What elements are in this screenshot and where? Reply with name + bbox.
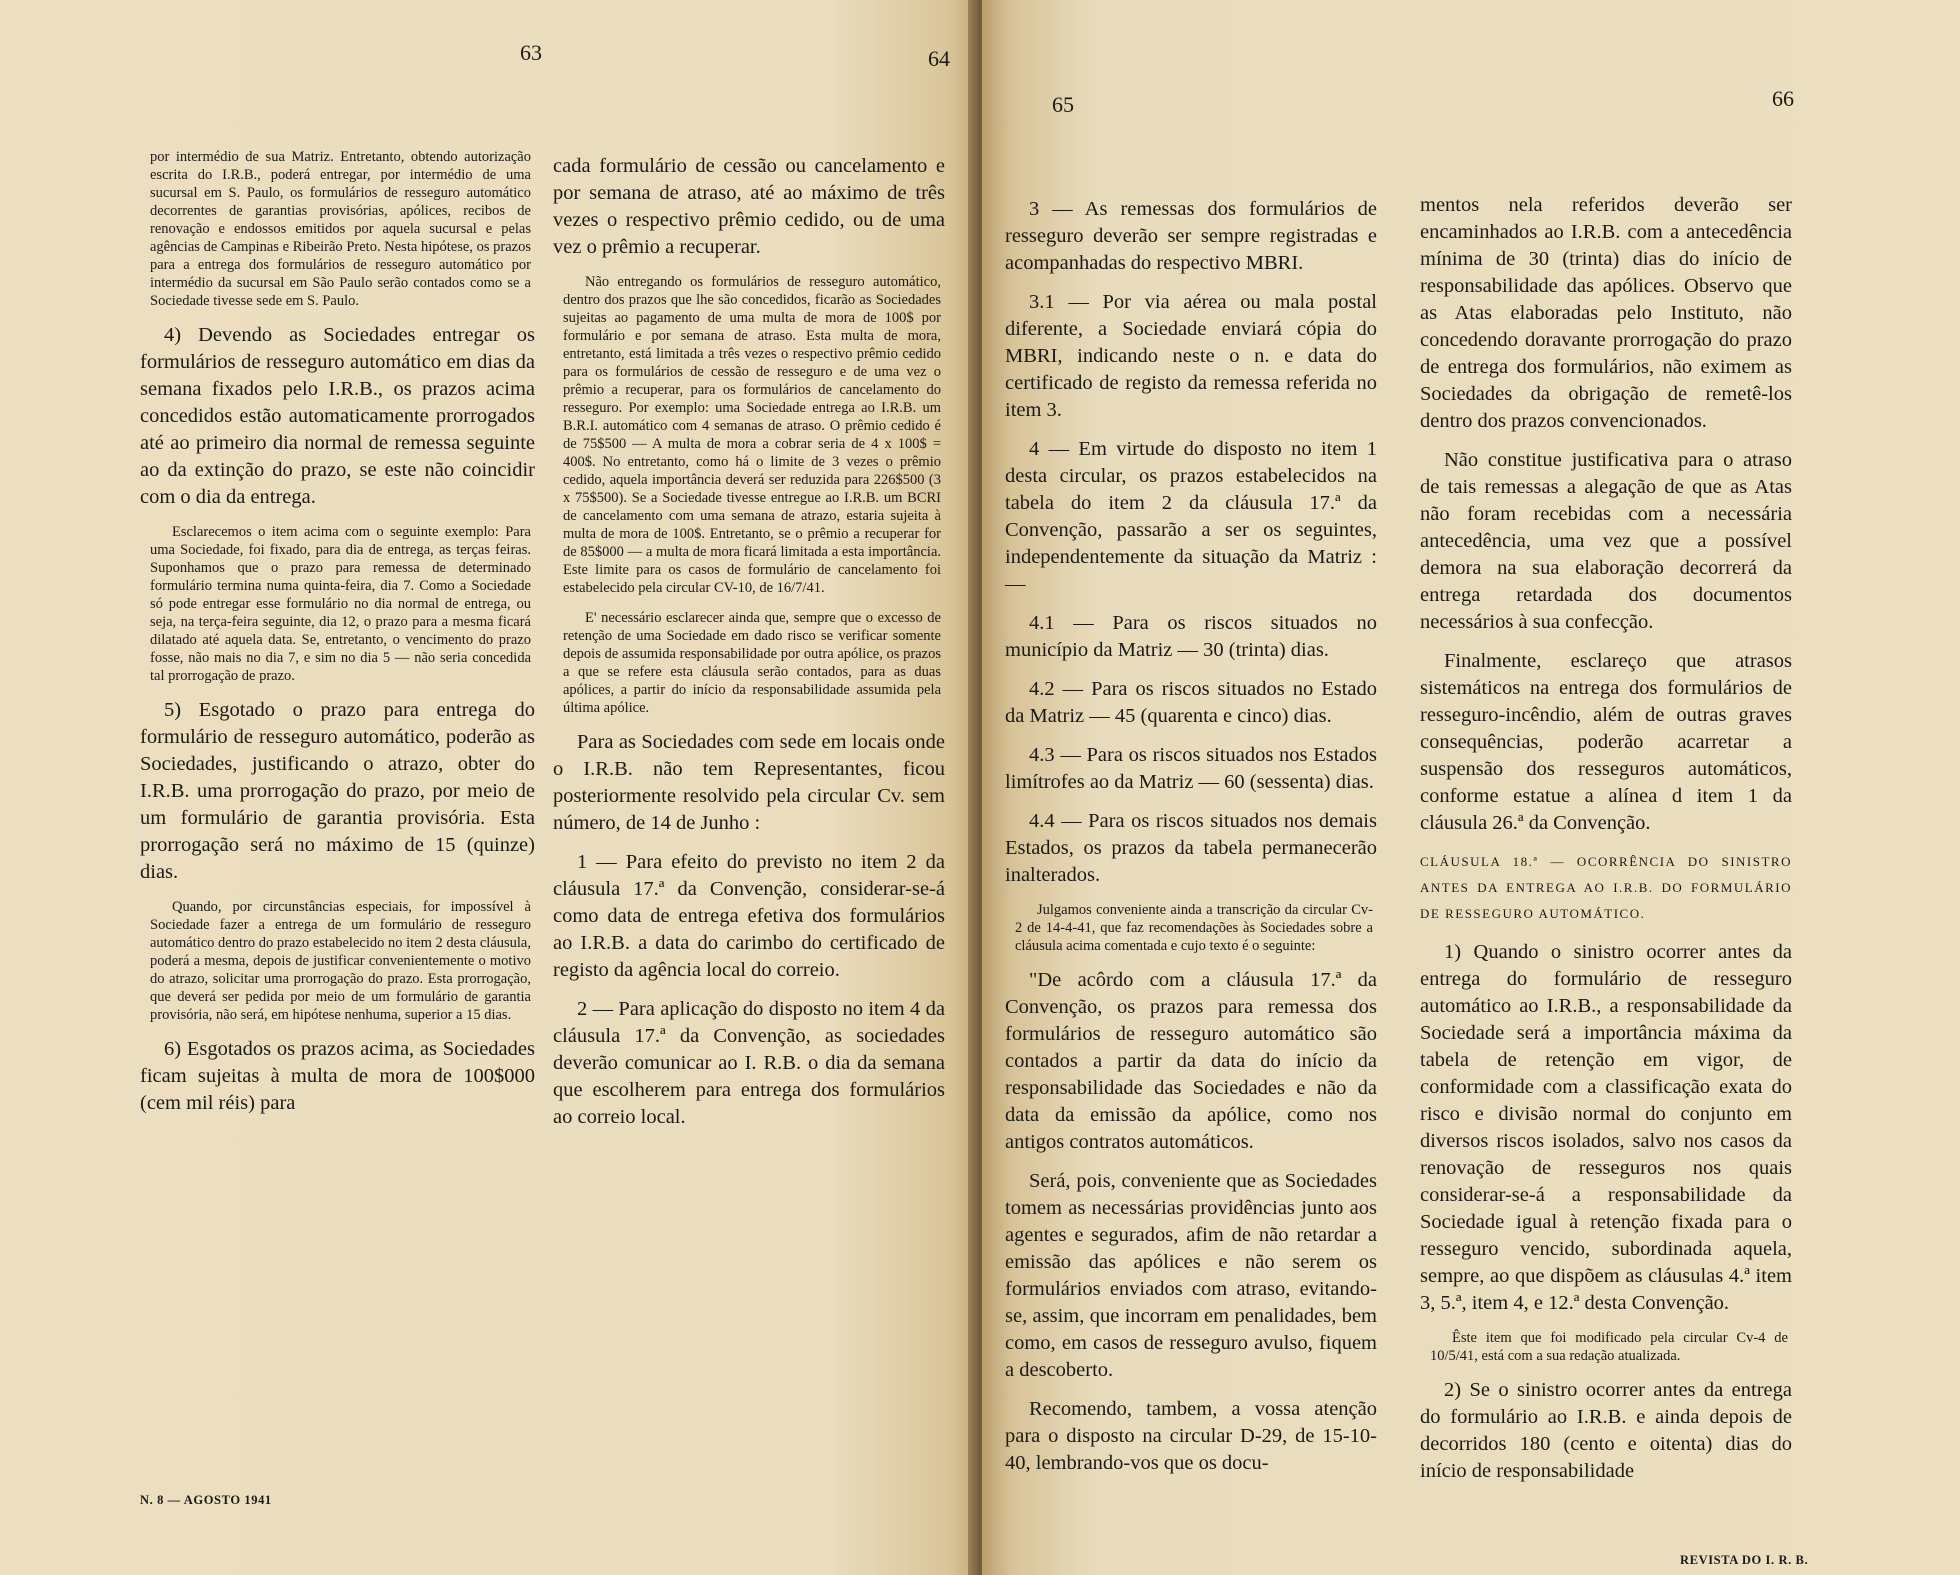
paragraph: Para as Sociedades com sede em locais onde o I.R.B. não tem Representantes, ficou posteriormente resolvido pela circular Cv. sem número, de 14 de Junho : [553,731,945,834]
paragraph: 5) Esgotado o prazo para entrega do formulário de resseguro automático, poderão as Sociedades, justificando o atrazo, obter do I.R.B. uma prorrogação do prazo, por meio de um formulário de garantia provisória. Esta prorrogação será no máximo de 15 (quinze) dias. [140,699,535,883]
paragraph: Não constitue justificativa para o atraso de tais remessas a alegação de que as Atas não foram recebidas com a necessária antecedência, uma vez que a possível demora na sua elaboração decorrerá da entrega retardada dos documentos necessários à sua confecção. [1420,449,1792,633]
column-3 [1005,196,1377,1489]
column-2 [553,153,945,1143]
paragraph: Quando, por circunstâncias especiais, for impossível à Sociedade fazer a entrega de um formulário de resseguro automático dentro do prazo estabelecido no item 2 desta cláusula, poderá a mesma, depois de justificar convenientemente o motivo do atrazo, solicitar uma prorrogação do prazo. Esta prorrogação, que deverá ser pedida por meio de um formulário de garantia provisória, não será, em hipótese nenhuma, superior a 15 dias. [150,899,531,1023]
page-number-63: 63 [520,40,542,65]
paragraph: 2 — Para aplicação do disposto no item 4 da cláusula 17.ª da Convenção, as sociedades deverão comunicar ao I. R.B. o dia da semana que escolherem para entrega dos formulários ao correio local. [553,998,945,1128]
paragraph: 4.4 — Para os riscos situados nos demais Estados, os prazos da tabela permanecerão inalterados. [1005,810,1377,886]
paragraph: 4 — Em virtude do disposto no item 1 desta circular, os prazos estabelecidos na tabela do item 2 da cláusula 17.ª da Convenção, passarão a ser os seguintes, independentemente da situação da Matriz : — [1005,438,1377,595]
paragraph: por intermédio de sua Matriz. Entretanto, obtendo autorização escrita do I.R.B., poderá entregar, por intermédio de uma sucursal em S. Paulo, os formulários de resseguro automático decorrentes de garantias provisórias, apólices, recibos de renovação e endossos emitidos por aquela sucursal e pelas agências de Campinas e Ribeirão Preto. Nesta hipótese, os prazos para a entrega dos formulários de resseguro automático por intermédio da sucursal em São Paulo serão contados como se a Sociedade tivesse sede em S. Paulo. [150,149,531,309]
paragraph: Finalmente, esclareço que atrasos sistemáticos na entrega dos formulários de resseguro-incêndio, além de outras graves consequências, poderão acarretar a suspensão dos resseguros automáticos, conforme estatue a alínea d item 1 da cláusula 26.ª da Convenção. [1420,650,1792,834]
paragraph: 4.1 — Para os riscos situados no município da Matriz — 30 (trinta) dias. [1005,612,1377,661]
paragraph: 6) Esgotados os prazos acima, as Sociedades ficam sujeitas à multa de mora de 100$000 (cem mil réis) para [140,1038,535,1114]
right-page [982,0,1960,1575]
left-page [0,0,978,1575]
paragraph: Não entregando os formulários de resseguro automático, dentro dos prazos que lhe são concedidos, ficarão as Sociedades sujeitas ao pagamento de uma multa de mora de 100$ por formulário e por semana de atraso. Esta multa de mora, entretanto, está limitada a três vezes o respectivo prêmio cedido para os formulários de cessão de resseguro e de uma vez o prêmio a recuperar, para os formulários de cancelamento do resseguro. Por exemplo: uma Sociedade entrega ao I.R.B. um B.R.I. automático com 4 semanas de atraso. O prêmio cedido é de 75$500 — A multa de mora a cobrar seria de 4 x 100$ = 400$. No entretanto, como há o limite de 3 vezes o prêmio cedido, aquela importância deverá ser reduzida para 226$500 (3 x 75$500). Se a Sociedade tivesse entregue ao I.R.B. um BCRI de cancelamento com uma semana de atrazo, estaria sujeita à multa de mora de 100$. Entretanto, se o prêmio a recuperar for de 85$000 — a multa de mora ficará limitada a esta importância. Este limite para os casos de formulário de cancelamento foi estabelecido pela circular CV-10, de 16/7/41. [563,274,941,596]
column-1 [140,148,535,1129]
paragraph: Julgamos conveniente ainda a transcrição da circular Cv-2 de 14-4-41, que faz recomendações às Sociedades sobre a cláusula acima comentada e cujo texto é o seguinte: [1015,902,1373,954]
paragraph: 1) Quando o sinistro ocorrer antes da entrega do formulário de resseguro automático ao I.R.B., a responsabilidade da Sociedade será a importância máxima da tabela de retenção em vigor, de conformidade com a classificação exata do risco e divisão normal do conjunto em diversos riscos isolados, salvo nos casos da renovação de resseguros nos quais considerar-se-á a responsabilidade da Sociedade igual à retenção fixada para o resseguro vencido, subordinada aquela, sempre, ao que dispõem as cláusulas 4.ª item 3, 5.ª, item 4, e 12.ª desta Convenção. [1420,941,1792,1314]
paragraph: Será, pois, conveniente que as Sociedades tomem as necessárias providências junto aos agentes e segurados, afim de não retardar a emissão das apólices e não serem os formulários enviados com atraso, evitando-se, assim, que incorram em penalidades, bem como, em casos de resseguro avulso, fiquem a descoberto. [1005,1170,1377,1381]
paragraph: E' necessário esclarecer ainda que, sempre que o excesso de retenção de uma Sociedade em dado risco se verificar somente depois de assumida responsabilidade por outra apólice, os prazos a que se refere esta cláusula serão contados, para as duas apólices, a partir do início da responsabilidade assumida pela última apólice. [563,610,941,716]
paragraph: mentos nela referidos deverão ser encaminhados ao I.R.B. com a antecedência mínima de 30 (trinta) dias do início de responsabilidade das apólices. Observo que as Atas elaboradas pelo Instituto, não concedendo doravante prorrogação do prazo de entrega dos formulários, não eximem as Sociedades da obrigação de remetê-los dentro dos prazos convencionados. [1420,194,1792,432]
page-number-65: 65 [1052,92,1074,117]
paragraph: 4) Devendo as Sociedades entregar os formulários de resseguro automático em dias da semana fixados pelo I.R.B., os prazos acima concedidos estão automaticamente prorrogados até ao primeiro dia normal de remessa seguinte ao da extinção do prazo, se este não coincidir com o dia da entrega. [140,324,535,508]
paragraph: 1 — Para efeito do previsto no item 2 da cláusula 17.ª da Convenção, considerar-se-á como data de entrega efetiva dos formulários ao I.R.B. a data do carimbo do certificado de registo da agência local do correio. [553,851,945,981]
paragraph: cada formulário de cessão ou cancelamento e por semana de atraso, até ao máximo de três vezes o respectivo prêmio cedido, ou de uma vez o prêmio a recuperar. [553,155,945,258]
paragraph: Êste item que foi modificado pela circular Cv-4 de 10/5/41, está com a sua redação atualizada. [1430,1330,1788,1364]
clause-heading: CLÁUSULA 18.ª — OCORRÊNCIA DO SINISTRO ANTES DA ENTREGA AO I.R.B. DO FORMULÁRIO DE RESSEGURO AUTOMÁTICO. [1420,854,1792,921]
paragraph: Recomendo, tambem, a vossa atenção para o disposto na circular D-29, de 15-10-40, lembrando-vos que os docu- [1005,1398,1377,1474]
page-number-64: 64 [928,46,950,71]
footer-issue: N. 8 — AGOSTO 1941 [140,1493,272,1507]
paragraph: 4.3 — Para os riscos situados nos Estados limítrofes ao da Matriz — 60 (sessenta) dias. [1005,744,1377,793]
paragraph: 4.2 — Para os riscos situados no Estado da Matriz — 45 (quarenta e cinco) dias. [1005,678,1377,727]
paragraph: Esclarecemos o item acima com o seguinte exemplo: Para uma Sociedade, foi fixado, para dia de entrega, as terças feiras. Suponhamos que o prazo para remessa de determinado formulário termina numa quinta-feira, dia 7. Como a Sociedade só pode entregar esse formulário no dia normal de entrega, ou seja, na terça-feira seguinte, dia 12, o prazo para a mesma ficará dilatado até aquela data. Se, entretanto, o vencimento do prazo fosse, não mais no dia 7, e sim no dia 5 — não seria concedida tal prorrogação de prazo. [150,524,531,684]
paragraph: "De acôrdo com a cláusula 17.ª da Convenção, os prazos para remessa dos formulários de resseguro automático são contados a partir da data do início da responsabilidade das Sociedades e não da data da emissão da apólice, como nos antigos contratos automáticos. [1005,969,1377,1153]
paragraph: 3.1 — Por via aérea ou mala postal diferente, a Sociedade enviará cópia do MBRI, indicando neste o n. e data do certificado de registo da remessa referida no item 3. [1005,291,1377,421]
column-4 [1420,192,1792,1497]
paragraph: 2) Se o sinistro ocorrer antes da entrega do formulário ao I.R.B. e ainda depois de decorridos 180 (cento e oitenta) dias do início de responsabilidade [1420,1379,1792,1482]
page-number-66: 66 [1772,86,1794,111]
paragraph: 3 — As remessas dos formulários de resseguro deverão ser sempre registradas e acompanhadas do respectivo MBRI. [1005,198,1377,274]
footer-journal: REVISTA DO I. R. B. [1680,1553,1809,1567]
